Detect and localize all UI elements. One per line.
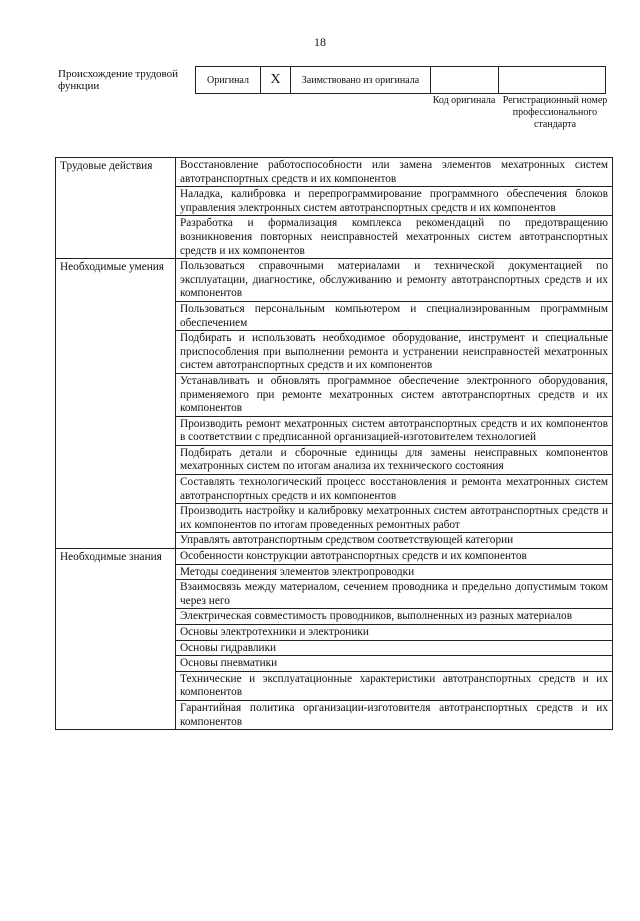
section-item: Основы гидравлики [176, 640, 613, 656]
origin-label: Происхождение трудовой функции [58, 68, 179, 92]
function-table [55, 157, 613, 730]
section-item: Подбирать и использовать необходимое оборудование, инструмент и специальные приспособления при выполнении ремонта и устранении неисправностей мехатронных систем автотранспортных средств и их компонентов [176, 331, 613, 374]
page-number: 18 [314, 35, 326, 49]
section-item: Подбирать детали и сборочные единицы для замены неисправных компонентов мехатронных систем по итогам анализа их технического состояния [176, 445, 613, 474]
section-item: Разработка и формализация комплекса рекомендаций по предотвращению возникновения повторных неисправностей мехатронных систем автотранспортных средств и их компонентов [176, 216, 613, 259]
table-row [56, 549, 613, 565]
section-item: Особенности конструкции автотранспортных средств и их компонентов [176, 549, 613, 565]
section-label-skills: Необходимые умения [56, 259, 176, 549]
code-cell [431, 67, 499, 94]
function-table-body [56, 158, 613, 730]
reg-caption: Регистрационный номер профессионального стандарта [502, 95, 608, 130]
section-item: Производить настройку и калибровку мехатронных систем автотранспортных средств и их компонентов по итогам проведенных ремонтных работ [176, 504, 613, 533]
code-caption: Код оригинала [432, 95, 496, 106]
section-item: Наладка, калибровка и перепрограммирование программного обеспечения блоков управления электронных систем автотранспортных средств и их компонентов [176, 187, 613, 216]
section-item: Технические и эксплуатационные характеристики автотранспортных средств и их компонентов [176, 671, 613, 700]
section-item: Устанавливать и обновлять программное обеспечение электронного оборудования, применяемого при ремонте мехатронных систем автотранспортных средств и их компонентов [176, 373, 613, 416]
section-item: Составлять технологический процесс восстановления и ремонта мехатронных систем автотранспортных средств и их компонентов [176, 475, 613, 504]
reg-number-cell [499, 67, 606, 94]
section-item: Взаимосвязь между материалом, сечением проводника и предельно допустимым током через него [176, 580, 613, 609]
section-item: Методы соединения элементов электропроводки [176, 564, 613, 580]
section-item: Гарантийная политика организации-изготовителя автотранспортных средств и их компонентов [176, 700, 613, 729]
section-item: Восстановление работоспособности или замена элементов мехатронных систем автотранспортных средств и их компонентов [176, 158, 613, 187]
section-item: Пользоваться справочными материалами и технической документацией по эксплуатации, диагностике, обслуживанию и ремонту автотранспортных средств и их компонентов [176, 259, 613, 302]
table-row [56, 259, 613, 302]
section-label-actions: Трудовые действия [56, 158, 176, 259]
section-item: Пользоваться персональным компьютером и специализированным программным обеспечением [176, 301, 613, 330]
section-item: Основы электротехники и электроники [176, 625, 613, 641]
origin-table [195, 66, 606, 94]
borrowed-cell: Заимствовано из оригинала [291, 67, 431, 94]
section-item: Производить ремонт мехатронных систем автотранспортных средств и их компонентов в соответствии с предписанной организацией-изготовителем технологией [176, 416, 613, 445]
original-mark: X [261, 67, 291, 94]
section-item: Управлять автотранспортным средством соответствующей категории [176, 533, 613, 549]
section-label-knowledge: Необходимые знания [56, 549, 176, 730]
section-item: Основы пневматики [176, 656, 613, 672]
original-cell: Оригинал [196, 67, 261, 94]
section-item: Электрическая совместимость проводников, выполненных из разных материалов [176, 609, 613, 625]
table-row [56, 158, 613, 187]
